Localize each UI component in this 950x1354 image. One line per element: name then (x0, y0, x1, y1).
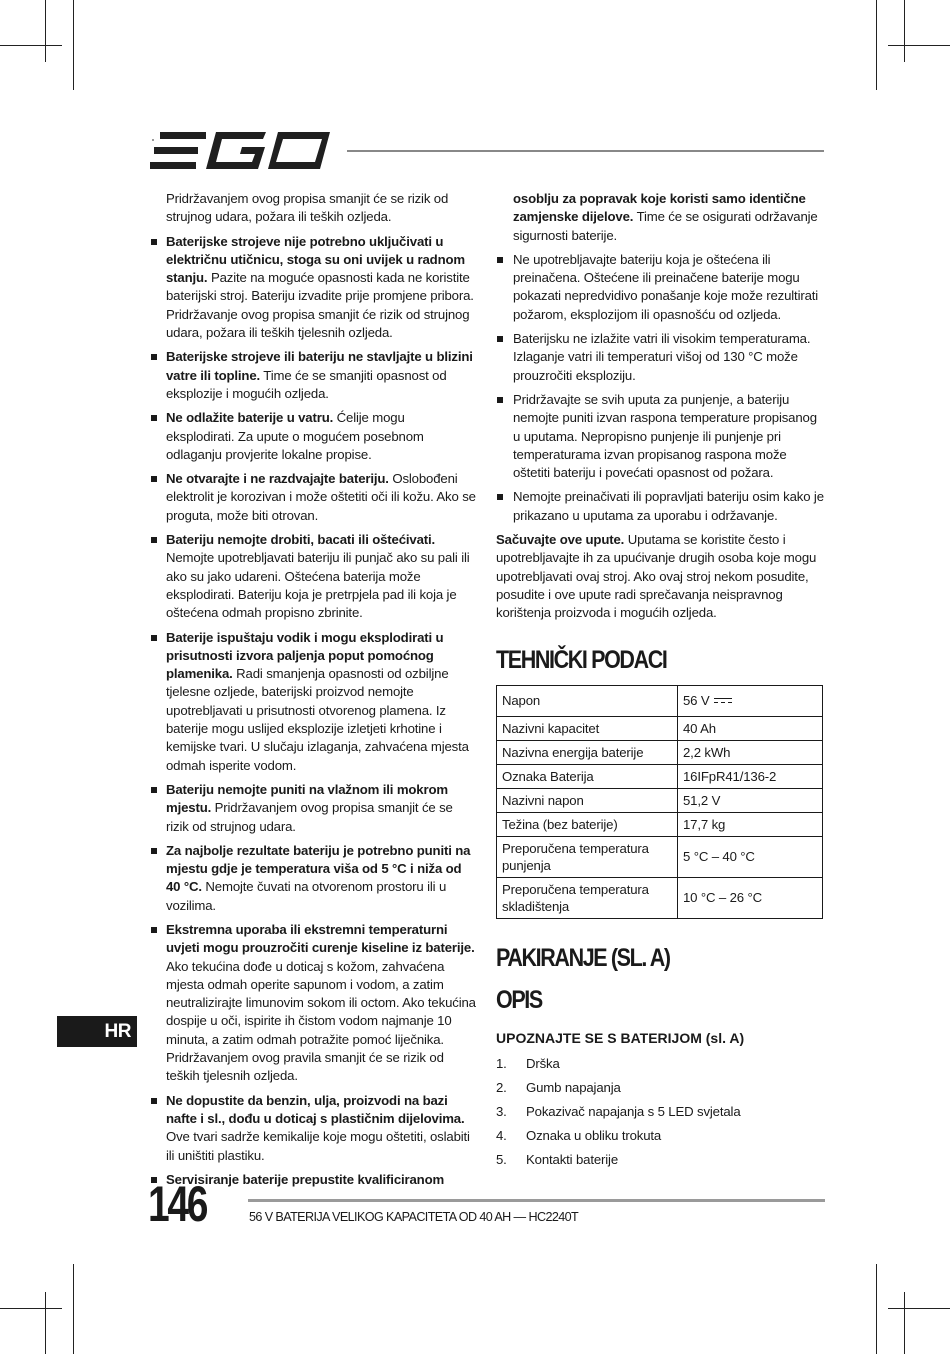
list-item: Ne otvarajte i ne razdvajajte bateriju. Oslobođeni elektrolit je korozivan i može oštetiti oči ili kožu. Ako se proguta, može biti otrovan. (150, 470, 476, 525)
list-item: 3. Pokazivač napajanja s 5 LED svjetala (496, 1103, 741, 1119)
list-item: Servisiranje baterije prepustite kvalificiranom (150, 1171, 476, 1189)
crop-mark (904, 1292, 905, 1354)
list-item: Ekstremna uporaba ili ekstremni temperaturni uvjeti mogu prouzročiti curenje kiseline iz baterije. Ako tekućina dođe u doticaj s kožom, zahvaćena mjesta odmah operite sapunom i vodom, a zatim neutralizirajte limunovim sokom ili octom. Ako tekućina dospije u oči, ispirite ih čistom vodom najmanje 10 minuta, a zatim odmah potražite pomoć liječnika. Pridržavanjem ovog pravila smanjit će se rizik od teških tjelesnih ozljeda. (150, 921, 476, 1086)
spec-value: 10 °C – 26 °C (678, 877, 823, 918)
table-row (497, 812, 823, 836)
list-item: 5. Kontakti baterije (496, 1151, 619, 1167)
table-row (497, 740, 823, 764)
list-item: 4. Oznaka u obliku trokuta (496, 1127, 662, 1143)
page-number: 146 (148, 1176, 207, 1232)
safety-list-left (150, 233, 476, 1190)
crop-mark (73, 1264, 74, 1354)
list-item: Pridržavajte se svih uputa za punjenje, a bateriju nemojte puniti izvan raspona temperature propisanog u uputama. Nepropisno punjenje ili punjenje pri temperaturama izvan propisanog raspona može oštetiti bateriju i povećati opasnost od požara. (496, 391, 826, 482)
crop-mark (888, 1308, 950, 1309)
footer-title: 56 V BATERIJA VELIKOG KAPACITETA OD 40 AH — HC2240T (249, 1210, 579, 1224)
specs-table (496, 685, 823, 919)
list-item: Ne odlažite baterije u vatru. Ćelije mogu eksplodirati. Za upute o mogućem posebnom odlaganju provjerite lokalne propise. (150, 409, 476, 464)
spec-label: Preporučena temperatura punjenja (497, 836, 678, 877)
list-item: Baterije ispuštaju vodik i mogu eksplodirati u prisutnosti izvora paljenja poput pomoćnog plamenika. Radi smanjenja opasnosti od ozbiljne tjelesne ozljede, baterijski proizvod nemojte upotrebljavati u prisutnosti otvorenog plamena. Iz baterije mogu uslijed eksplozije izletjeti krhotine i kemijske tvari. U slučaju izlaganja, zahvaćena mjesta odmah isperite vodom. (150, 629, 476, 775)
bullet-square-icon (151, 848, 157, 854)
list-item: Baterijske strojeve nije potrebno uključivati u električnu utičnicu, stoga su oni uvijek u radnom stanju. Pazite na moguće opasnosti kada ne koristite baterijski stroj. Bateriju izvadite prije promjene pribora. Pridržavanje ovog propisa smanjit će rizik od strujnog udara, požara ili teških tjelesnih ozljeda. (150, 233, 476, 343)
bullet-square-icon (497, 397, 503, 403)
packaging-heading: PAKIRANJE (SL. A) (496, 943, 670, 972)
table-row (497, 788, 823, 812)
parts-list (496, 1055, 826, 1169)
table-row (497, 877, 823, 918)
spec-value: 5 °C – 40 °C (678, 836, 823, 877)
list-item: Ne upotrebljavajte bateriju koja je oštećena ili preinačena. Oštećene ili preinačene baterije mogu pokazati nepredvidivo ponašanje koje može rezultirati požarom, eksplozijom ili opasnošću od ozljeda. (496, 251, 826, 324)
bullet-square-icon (151, 415, 157, 421)
spec-label: Nazivni napon (497, 788, 678, 812)
bullet-square-icon (151, 927, 157, 933)
ego-logo (150, 128, 332, 174)
crop-mark (45, 1292, 46, 1354)
spec-value: 17,7 kg (678, 812, 823, 836)
bullet-square-icon (497, 336, 503, 342)
spec-label: Napon (497, 685, 678, 716)
know-battery-heading: UPOZNAJTE SE S BATERIJOM (sl. A) (496, 1029, 745, 1046)
spec-value: 40 Ah (678, 716, 823, 740)
bullet-square-icon (151, 1098, 157, 1104)
left-column (150, 190, 476, 1195)
crop-mark (904, 0, 905, 62)
spec-label: Nazivni kapacitet (497, 716, 678, 740)
table-row (497, 836, 823, 877)
crop-mark (888, 45, 950, 46)
crop-mark (0, 45, 62, 46)
bullet-square-icon (497, 257, 503, 263)
crop-mark (73, 0, 74, 90)
safety-list-right (496, 251, 826, 525)
right-column (496, 190, 826, 1175)
bullet-square-icon (497, 494, 503, 500)
crop-mark (876, 0, 877, 90)
list-item: Nemojte preinačivati ili popravljati bateriju osim kako je prikazano u uputama za uporabu i održavanje. (496, 488, 826, 525)
spec-value: 51,2 V (678, 788, 823, 812)
technical-data-heading: TEHNIČKI PODACI (496, 645, 667, 674)
bullet-square-icon (151, 635, 157, 641)
bullet-square-icon (151, 537, 157, 543)
list-item: Ne dopustite da benzin, ulja, proizvodi na bazi nafte i sl., dođu u doticaj s plastičnim dijelovima. Ove tvari sadrže kemikalije koje mogu oštetiti, oslabiti ili uništiti plastiku. (150, 1092, 476, 1165)
intro-paragraph: Pridržavanjem ovog propisa smanjit će se rizik od strujnog udara, požara ili teških ozljeda. (166, 191, 449, 225)
list-item: 2. Gumb napajanja (496, 1079, 621, 1095)
footer-rule (248, 1199, 825, 1202)
spec-label: Preporučena temperatura skladištenja (497, 877, 678, 918)
table-row (497, 716, 823, 740)
spec-value: 2,2 kWh (678, 740, 823, 764)
list-item: Bateriju nemojte drobiti, bacati ili oštećivati. Nemojte upotrebljavati bateriju ili punjač ako su pali ili ako su jako udareni. Oštećena baterija može eksplodirati. Bateriju koja je pretrpjela pad ili koja je oštećena odmah propisno zbrinite. (150, 531, 476, 622)
list-item: 1. Drška (496, 1055, 560, 1071)
bullet-square-icon (151, 239, 157, 245)
bullet-square-icon (151, 787, 157, 793)
list-item: Baterijsku ne izlažite vatri ili visokim temperaturama. Izlaganje vatri ili temperaturi višoj od 130 °C može prouzročiti eksploziju. (496, 330, 826, 385)
spec-label: Nazivna energija baterije (497, 740, 678, 764)
language-tab: HR (57, 1016, 137, 1047)
header-rule (347, 150, 824, 152)
crop-mark (0, 1308, 62, 1309)
bullet-square-icon (151, 354, 157, 360)
table-row (497, 685, 823, 716)
continuation-paragraph: osoblju za popravak koje koristi samo identične zamjenske dijelove. Time će se osigurati održavanje sigurnosti baterije. (513, 191, 818, 243)
table-row (497, 764, 823, 788)
list-item: Za najbolje rezultate bateriju je potrebno puniti na mjestu gdje je temperatura viša od 5 °C i niža od 40 °C. Nemojte čuvati na otvorenom prostoru ili u vozilima. (150, 842, 476, 915)
crop-mark (45, 0, 46, 62)
save-instructions-note: Sačuvajte ove upute. Uputama se koristite često i upotrebljavajte ih za upućivanje drugih osoba koje mogu upotrebljavati ovaj stroj. Ako ovaj stroj nekom posudite, posudite i ove upute radi sprečavanja neispravnog korištenja proizvoda i mogućih ozljeda. (496, 532, 817, 621)
spec-value: 16IFpR41/136-2 (678, 764, 823, 788)
description-heading: OPIS (496, 985, 542, 1014)
spec-label: Težina (bez baterije) (497, 812, 678, 836)
crop-mark (876, 1264, 877, 1354)
spec-label: Oznaka Baterija (497, 764, 678, 788)
list-item: Baterijske strojeve ili bateriju ne stavljajte u blizini vatre ili topline. Time će se smanjiti opasnost od eksplozije i mogućih ozljeda. (150, 348, 476, 403)
list-item: Bateriju nemojte puniti na vlažnom ili mokrom mjestu. Pridržavanjem ovog propisa smanjit će se rizik od strujnog udara. (150, 781, 476, 836)
spec-value: 56 V (678, 685, 823, 716)
bullet-square-icon (151, 476, 157, 482)
dc-current-icon (714, 698, 732, 706)
